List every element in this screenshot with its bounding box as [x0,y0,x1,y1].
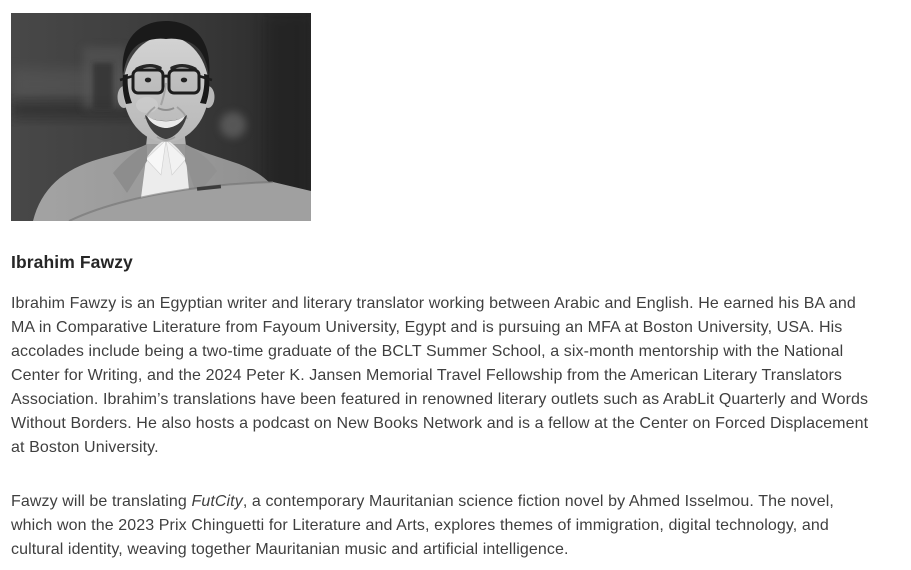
bio-paragraph [11,292,868,460]
profile-photo [11,13,311,221]
bio-line-3: accolades include being a two-time graduate of the BCLT Summer School, a six-month mentorship with the National [11,343,844,360]
bio-line-6: Without Borders. He also hosts a podcast on New Books Network and is a fellow at the Center on Forced Displacement [11,415,869,432]
project-paragraph [11,490,834,562]
person-name: Ibrahim Fawzy [11,252,133,272]
bio-line-4: Center for Writing, and the 2024 Peter K. Jansen Memorial Travel Fellowship from the American Literary Translators [11,367,843,384]
bio-line-1: Ibrahim Fawzy is an Egyptian writer and literary translator working between Arabic and English. He earned his BA and [11,295,856,312]
project-line-1-pre: Fawzy will be translating [11,493,192,510]
bio-line-2: MA in Comparative Literature from Fayoum University, Egypt and is pursuing an MFA at Boston University, USA. His [11,319,843,336]
project-line-3: cultural identity, weaving together Mauritanian music and artificial intelligence. [11,541,569,558]
project-line-1-post: , a contemporary Mauritanian science fiction novel by Ahmed Isselmou. The novel, [242,493,834,510]
book-title: FutCity [191,493,243,510]
bio-line-7: at Boston University. [11,439,159,456]
bio-line-5: Association. Ibrahim’s translations have been featured in renowned literary outlets such as ArabLit Quarterly and Words [11,391,869,408]
portrait-illustration [11,13,311,221]
project-line-1 [11,490,834,514]
project-line-2: which won the 2023 Prix Chinguetti for Literature and Arts, explores themes of immigration, digital technology, and [11,517,829,534]
